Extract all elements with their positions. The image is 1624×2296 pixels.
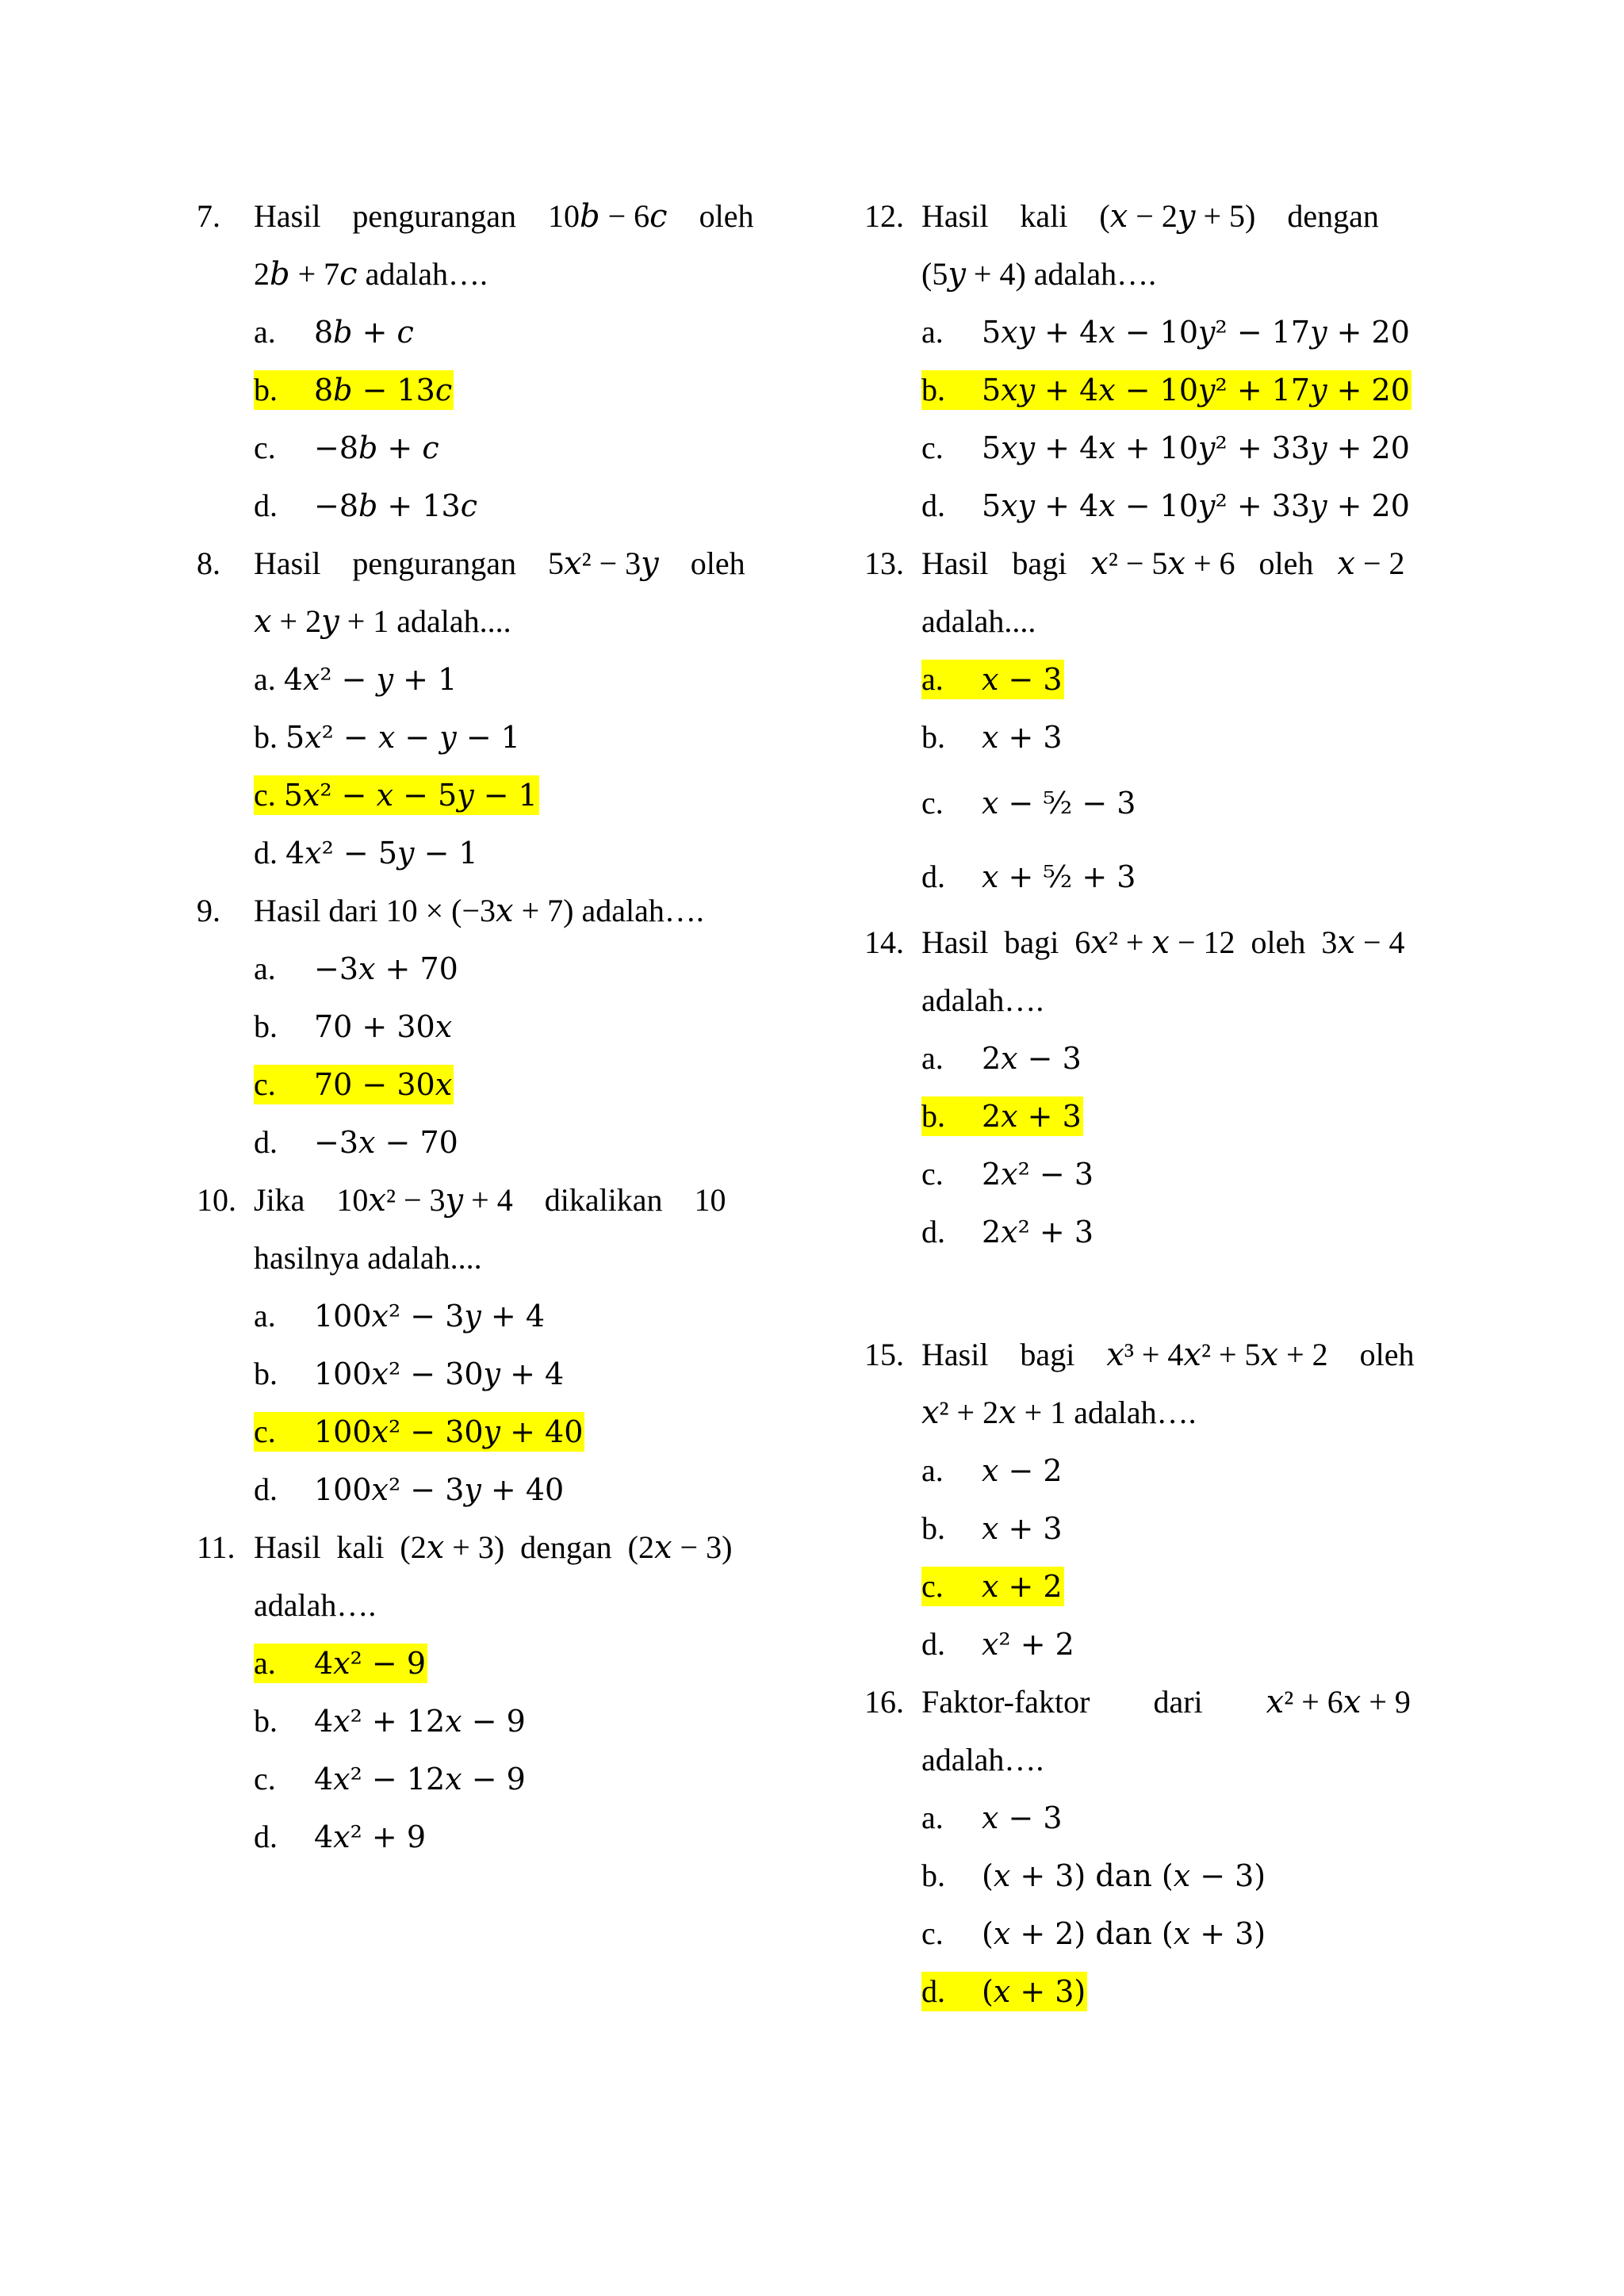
question-11 [197,1518,768,1866]
option-expression: 𝑥 + 2 [982,1569,1063,1604]
option-body [921,783,1137,823]
option-letter: d. [254,835,278,871]
options-list [197,650,768,882]
answer-highlight [921,370,1411,410]
option-expression: 8𝑏 − 13𝑐 [314,373,453,408]
option-expression: 100𝑥² − 3𝑦 + 4 [314,1299,546,1334]
option-letter: b. [921,372,945,408]
question-text-line-2: (5𝑦 + 4) adalah…. [921,256,1157,292]
option-letter: d. [921,1626,945,1662]
question-stem [864,1673,1432,1789]
option-body [254,1470,565,1510]
question-text-line-1: Hasil dari 10 × (−3𝑥 + 7) adalah…. [254,893,704,928]
option-c[interactable] [254,1402,768,1460]
option-letter: c. [921,785,944,821]
option-letter: a. [254,1298,276,1334]
question-8 [197,534,768,882]
option-letter: b. [921,719,945,755]
option-d[interactable] [254,824,768,882]
question-text-line-1: Hasil pengurangan 10𝑏 − 6𝑐 oleh [254,198,754,234]
options-list [197,1287,768,1518]
option-letter: c. [921,1915,944,1951]
option-letter: b. [921,1858,945,1893]
option-letter: b. [254,372,278,408]
answer-highlight [254,1412,584,1452]
option-c[interactable] [921,1904,1432,1962]
options-list [197,303,768,534]
option-d[interactable] [254,476,768,534]
question-text-line-1: Hasil kali (𝑥 − 2𝑦 + 5) dengan [921,198,1379,234]
answer-highlight [921,1567,1064,1606]
option-expression: 100𝑥² − 30𝑦 + 4 [314,1357,565,1391]
options-list [864,1029,1432,1261]
option-expression: 5𝑥𝑦 + 4𝑥 − 10𝑦² + 17𝑦 + 20 [982,373,1410,408]
option-body [254,833,480,873]
option-a[interactable] [921,650,1432,708]
question-text-line-2: adalah…. [921,982,1044,1018]
options-list [197,1634,768,1866]
option-expression: 5𝑥² − 𝑥 − 5𝑦 − 1 [283,778,538,813]
options-list [864,1789,1432,2020]
option-expression: (𝑥 + 3) [982,1974,1086,2009]
option-letter: d. [254,1471,278,1507]
question-stem [864,913,1432,1029]
option-letter: d. [921,1214,945,1249]
option-letter: c. [254,777,276,813]
options-list [864,1441,1432,1673]
question-12 [864,187,1432,534]
question-7 [197,187,768,534]
question-number: 16. [864,1684,904,1720]
option-body [921,1154,1095,1194]
option-a[interactable] [254,1634,768,1692]
option-a[interactable] [921,1441,1432,1499]
option-letter: c. [921,1568,944,1604]
option-letter: b. [921,1510,945,1546]
question-number: 14. [864,924,904,960]
option-a[interactable] [921,1029,1432,1087]
option-expression: 5𝑥𝑦 + 4𝑥 − 10𝑦² − 17𝑦 + 20 [982,315,1410,350]
option-body [254,486,479,526]
option-b[interactable] [921,1846,1432,1904]
answer-highlight [921,660,1064,699]
option-body [921,1509,1064,1548]
question-number: 13. [864,545,904,581]
option-c[interactable] [921,1557,1432,1615]
option-expression: 𝑥 + ⁵⁄₂ + 3 [982,859,1136,894]
question-stem [197,882,768,939]
option-b[interactable] [921,1087,1432,1145]
option-b[interactable] [254,1345,768,1402]
option-d[interactable] [254,1808,768,1866]
option-d[interactable] [921,1615,1432,1673]
option-expression: 𝑥 − 3 [982,662,1063,697]
option-d[interactable] [921,1203,1432,1261]
option-expression: 5𝑥𝑦 + 4𝑥 + 10𝑦² + 33𝑦 + 20 [982,430,1410,465]
question-number: 12. [864,198,904,234]
option-body [921,1039,1083,1078]
option-letter: a. [921,1452,944,1488]
option-body [921,1798,1064,1838]
option-expression: −3𝑥 − 70 [314,1125,458,1160]
option-letter: b. [254,1356,278,1391]
question-text-line-2: adalah.... [921,603,1036,639]
option-expression: −8𝑏 + 13𝑐 [314,488,477,523]
option-expression: 4𝑥² − 12𝑥 − 9 [314,1762,526,1797]
option-body [254,1007,454,1047]
option-a[interactable] [921,303,1432,361]
option-a[interactable] [254,1287,768,1345]
question-text-line-2: adalah…. [254,1587,377,1623]
option-body [254,1759,527,1799]
question-16 [864,1673,1432,2020]
question-text-line-1: Hasil bagi 𝑥³ + 4𝑥² + 5𝑥 + 2 oleh [921,1337,1415,1372]
question-10 [197,1171,768,1518]
question-stem [864,1326,1432,1441]
option-b[interactable] [921,708,1432,766]
option-c[interactable] [254,766,768,824]
option-letter: b. [254,1008,278,1044]
option-body [254,718,522,757]
option-c[interactable] [254,419,768,476]
option-d[interactable] [254,1460,768,1518]
question-text-line-1: Hasil pengurangan 5𝑥² − 3𝑦 oleh [254,545,745,581]
option-letter: a. [921,1040,944,1076]
option-expression: 𝑥 − 2 [982,1453,1063,1488]
option-letter: c. [254,1066,276,1102]
option-b[interactable] [254,361,768,419]
option-expression: 4𝑥² + 9 [314,1820,427,1854]
option-body [254,949,460,989]
question-number: 7. [197,198,220,234]
answer-highlight [254,1065,454,1104]
option-letter: a. [254,314,276,350]
option-d[interactable] [921,1962,1432,2020]
option-expression: 8𝑏 + 𝑐 [314,315,414,350]
option-letter: c. [921,430,944,465]
question-number: 8. [197,545,220,581]
option-b[interactable] [254,1692,768,1750]
option-letter: a. [254,661,276,697]
question-number: 11. [197,1529,236,1565]
option-d[interactable] [921,476,1432,534]
option-c[interactable] [921,766,1432,840]
question-14 [864,913,1432,1261]
option-body [921,718,1064,757]
option-letter: c. [254,1761,276,1797]
option-letter: c. [254,430,276,465]
option-expression: 𝑥 − ⁵⁄₂ − 3 [982,786,1136,821]
option-letter: b. [254,719,278,755]
option-body [254,660,458,699]
option-expression: 5𝑥𝑦 + 4𝑥 − 10𝑦² + 33𝑦 + 20 [982,488,1410,523]
option-letter: a. [921,661,944,697]
option-letter: c. [921,1156,944,1192]
option-body [254,1354,565,1394]
option-expression: 𝑥 + 3 [982,720,1063,755]
options-list [197,939,768,1171]
option-expression: −8𝑏 + 𝑐 [314,430,439,465]
question-15 [864,1326,1432,1673]
question-stem [197,1518,768,1634]
option-body [254,1296,546,1336]
option-body [254,312,416,352]
options-list [864,303,1432,534]
answer-highlight [254,775,539,815]
option-expression: 𝑥² + 2 [982,1627,1074,1662]
option-b[interactable] [254,708,768,766]
spacer [864,1261,1432,1326]
option-c[interactable] [254,1055,768,1113]
question-text-line-2: hasilnya adalah.... [254,1240,482,1276]
answer-highlight [254,370,454,410]
option-letter: d. [254,488,278,523]
question-text-line-1: Jika 10𝑥² − 3𝑦 + 4 dikalikan 10 [254,1182,726,1218]
option-d[interactable] [921,840,1432,913]
answer-highlight [921,1096,1083,1136]
question-stem [197,187,768,303]
option-letter: d. [921,1973,945,2009]
option-body [921,857,1137,897]
question-stem [864,534,1432,650]
option-expression: 4𝑥² − 9 [314,1646,427,1681]
option-body [921,1856,1267,1896]
question-text-line-1: Hasil kali (2𝑥 + 3) dengan (2𝑥 − 3) [254,1529,733,1565]
option-expression: 2𝑥² + 3 [982,1215,1094,1249]
option-b[interactable] [921,1499,1432,1557]
right-column [864,187,1432,2020]
option-expression: 70 + 30𝑥 [314,1009,453,1044]
options-list [864,650,1432,913]
option-body [254,428,441,468]
option-letter: b. [921,1098,945,1134]
option-body [254,1817,427,1857]
option-letter: a. [254,951,276,986]
option-expression: (𝑥 + 2) dan (𝑥 + 3) [982,1916,1266,1951]
question-number: 10. [197,1182,236,1218]
option-expression: −3𝑥 + 70 [314,951,458,986]
question-stem [197,534,768,650]
question-text-line-2: 𝑥² + 2𝑥 + 1 adalah…. [921,1395,1197,1430]
option-expression: 2𝑥 + 3 [982,1099,1082,1134]
question-text-line-1: Hasil bagi 6𝑥² + 𝑥 − 12 oleh 3𝑥 − 4 [921,924,1405,960]
option-expression: 2𝑥 − 3 [982,1041,1082,1076]
option-letter: b. [254,1703,278,1739]
question-text-line-2: 2𝑏 + 7𝑐 adalah…. [254,256,488,292]
option-a[interactable] [254,650,768,708]
option-expression: 5𝑥² − 𝑥 − 𝑦 − 1 [285,720,520,755]
option-expression: 2𝑥² − 3 [982,1157,1094,1192]
option-body [254,1701,527,1741]
option-letter: d. [921,859,945,894]
option-expression: 𝑥 + 3 [982,1511,1063,1546]
question-13 [864,534,1432,913]
option-letter: d. [254,1124,278,1160]
question-stem [864,187,1432,303]
question-9 [197,882,768,1171]
option-a[interactable] [254,303,768,361]
question-text-line-1: Hasil bagi 𝑥² − 5𝑥 + 6 oleh 𝑥 − 2 [921,545,1405,581]
option-letter: c. [254,1414,276,1449]
option-body [254,1123,460,1162]
option-a[interactable] [254,939,768,997]
option-d[interactable] [254,1113,768,1171]
option-expression: 70 − 30𝑥 [314,1067,453,1102]
option-body [921,1212,1095,1252]
answer-highlight [254,1644,427,1683]
option-letter: d. [254,1819,278,1854]
option-letter: a. [254,1645,276,1681]
option-letter: d. [921,488,945,523]
question-stem [197,1171,768,1287]
option-expression: 𝑥 − 3 [982,1800,1063,1835]
option-a[interactable] [921,1789,1432,1846]
option-expression: 100𝑥² − 3𝑦 + 40 [314,1472,565,1507]
answer-highlight [921,1972,1087,2011]
option-expression: (𝑥 + 3) dan (𝑥 − 3) [982,1858,1266,1893]
question-text-line-2: 𝑥 + 2𝑦 + 1 adalah.... [254,603,511,639]
option-b[interactable] [254,997,768,1055]
option-expression: 4𝑥² − 𝑦 + 1 [283,662,458,697]
option-body [921,428,1411,468]
option-letter: a. [921,1800,944,1835]
option-letter: a. [921,314,944,350]
option-expression: 4𝑥² − 5𝑦 − 1 [285,836,478,871]
option-body [921,312,1411,352]
option-body [921,1451,1064,1490]
option-expression: 4𝑥² + 12𝑥 − 9 [314,1704,526,1739]
option-c[interactable] [921,419,1432,476]
option-body [921,1914,1267,1954]
option-b[interactable] [921,361,1432,419]
question-text-line-2: adalah…. [921,1742,1044,1777]
option-body [921,1624,1076,1664]
option-c[interactable] [254,1750,768,1808]
question-number: 15. [864,1337,904,1372]
option-expression: 100𝑥² − 30𝑦 + 40 [314,1414,584,1449]
option-c[interactable] [921,1145,1432,1203]
question-number: 9. [197,893,220,928]
left-column [197,187,768,1866]
question-text-line-1: Faktor-faktor dari 𝑥² + 6𝑥 + 9 [921,1684,1411,1720]
option-body [921,486,1411,526]
